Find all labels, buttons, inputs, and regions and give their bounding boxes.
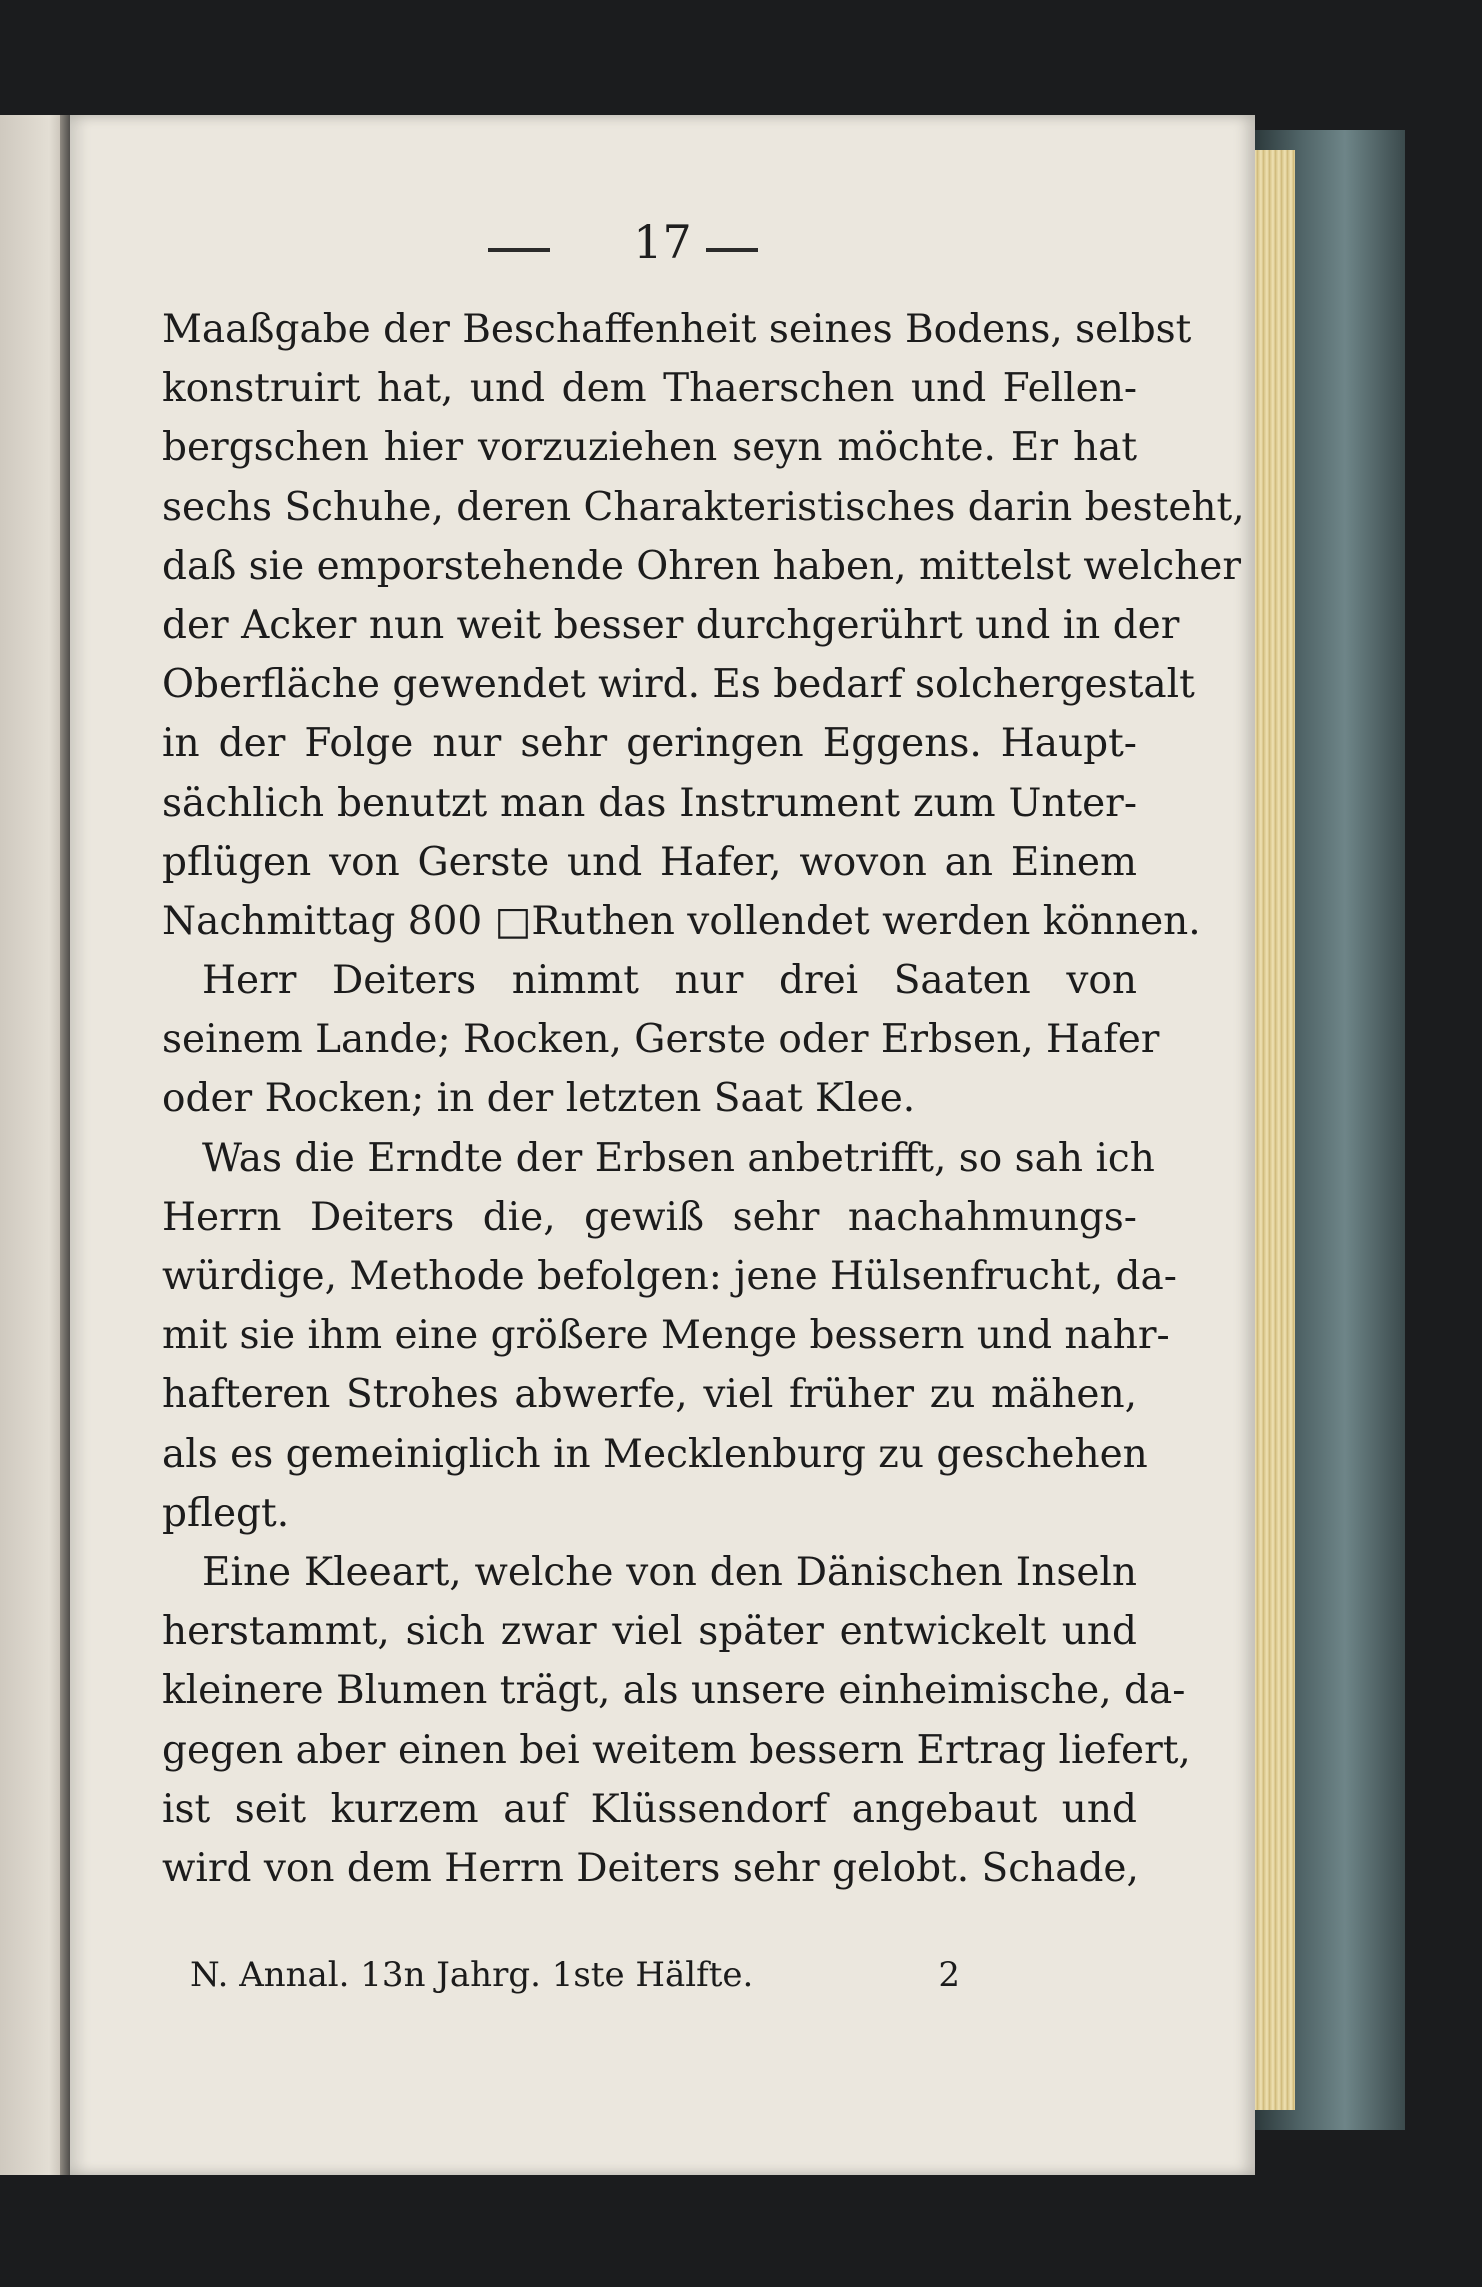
- signature-mark: 2: [938, 1955, 960, 1995]
- signature-line: N. Annal. 13n Jahrg. 1ste Hälfte.: [190, 1955, 754, 1995]
- text-line: bergschen hier vorzuziehen seyn möchte. Er hat: [162, 425, 1137, 471]
- text-line: Was die Erndte der Erbsen anbetrifft, so sah ich: [202, 1135, 1155, 1181]
- text-line: sechs Schuhe, deren Charakteristisches darin besteht,: [162, 484, 1245, 530]
- text-line: in der Folge nur sehr geringen Eggens. Haupt-: [162, 721, 1137, 767]
- text-line: konstruirt hat, und dem Thaerschen und Fellen-: [162, 366, 1137, 412]
- text-line: kleinere Blumen trägt, als unsere einheimische, da-: [162, 1668, 1186, 1714]
- text-line: Eine Kleeart, welche von den Dänischen Inseln: [202, 1549, 1137, 1595]
- text-line: wird von dem Herrn Deiters sehr gelobt. Schade,: [162, 1845, 1139, 1891]
- text-line: ist seit kurzem auf Klüssendorf angebaut und: [162, 1786, 1137, 1832]
- text-line: der Acker nun weit besser durchgerührt und in der: [162, 602, 1180, 648]
- text-line: oder Rocken; in der letzten Saat Klee.: [162, 1076, 916, 1122]
- text-line: Maaßgabe der Beschaffenheit seines Bodens, selbst: [162, 307, 1192, 352]
- text-line: seinem Lande; Rocken, Gerste oder Erbsen, Hafer: [162, 1017, 1160, 1063]
- page-number: 17: [633, 215, 692, 269]
- text-line: gegen aber einen bei weitem bessern Ertrag liefert,: [162, 1727, 1191, 1773]
- text-line: daß sie emporstehende Ohren haben, mittelst welcher: [162, 543, 1242, 589]
- book-page: [70, 115, 1255, 2175]
- text-line: sächlich benutzt man das Instrument zum Unter-: [162, 780, 1137, 826]
- text-line: pflegt.: [162, 1490, 290, 1536]
- text-line: Herr Deiters nimmt nur drei Saaten von: [202, 958, 1137, 1004]
- text-line: Herrn Deiters die, gewiß sehr nachahmungs-: [162, 1194, 1137, 1240]
- text-line: Nachmittag 800 □Ruthen vollendet werden können.: [162, 898, 1201, 944]
- text-line: pflügen von Gerste und Hafer, wovon an Einem: [162, 839, 1137, 885]
- text-line: hafteren Strohes abwerfe, viel früher zu mähen,: [162, 1372, 1137, 1418]
- text-line: mit sie ihm eine größere Menge bessern und nahr-: [162, 1313, 1170, 1359]
- text-line: herstammt, sich zwar viel später entwickelt und: [162, 1609, 1137, 1655]
- body-text: [162, 300, 1245, 1898]
- text-line: Oberfläche gewendet wird. Es bedarf solchergestalt: [162, 662, 1195, 708]
- text-line: würdige, Methode befolgen: jene Hülsenfrucht, da-: [162, 1254, 1177, 1299]
- text-line: als es gemeiniglich in Mecklenburg zu geschehen: [162, 1431, 1148, 1477]
